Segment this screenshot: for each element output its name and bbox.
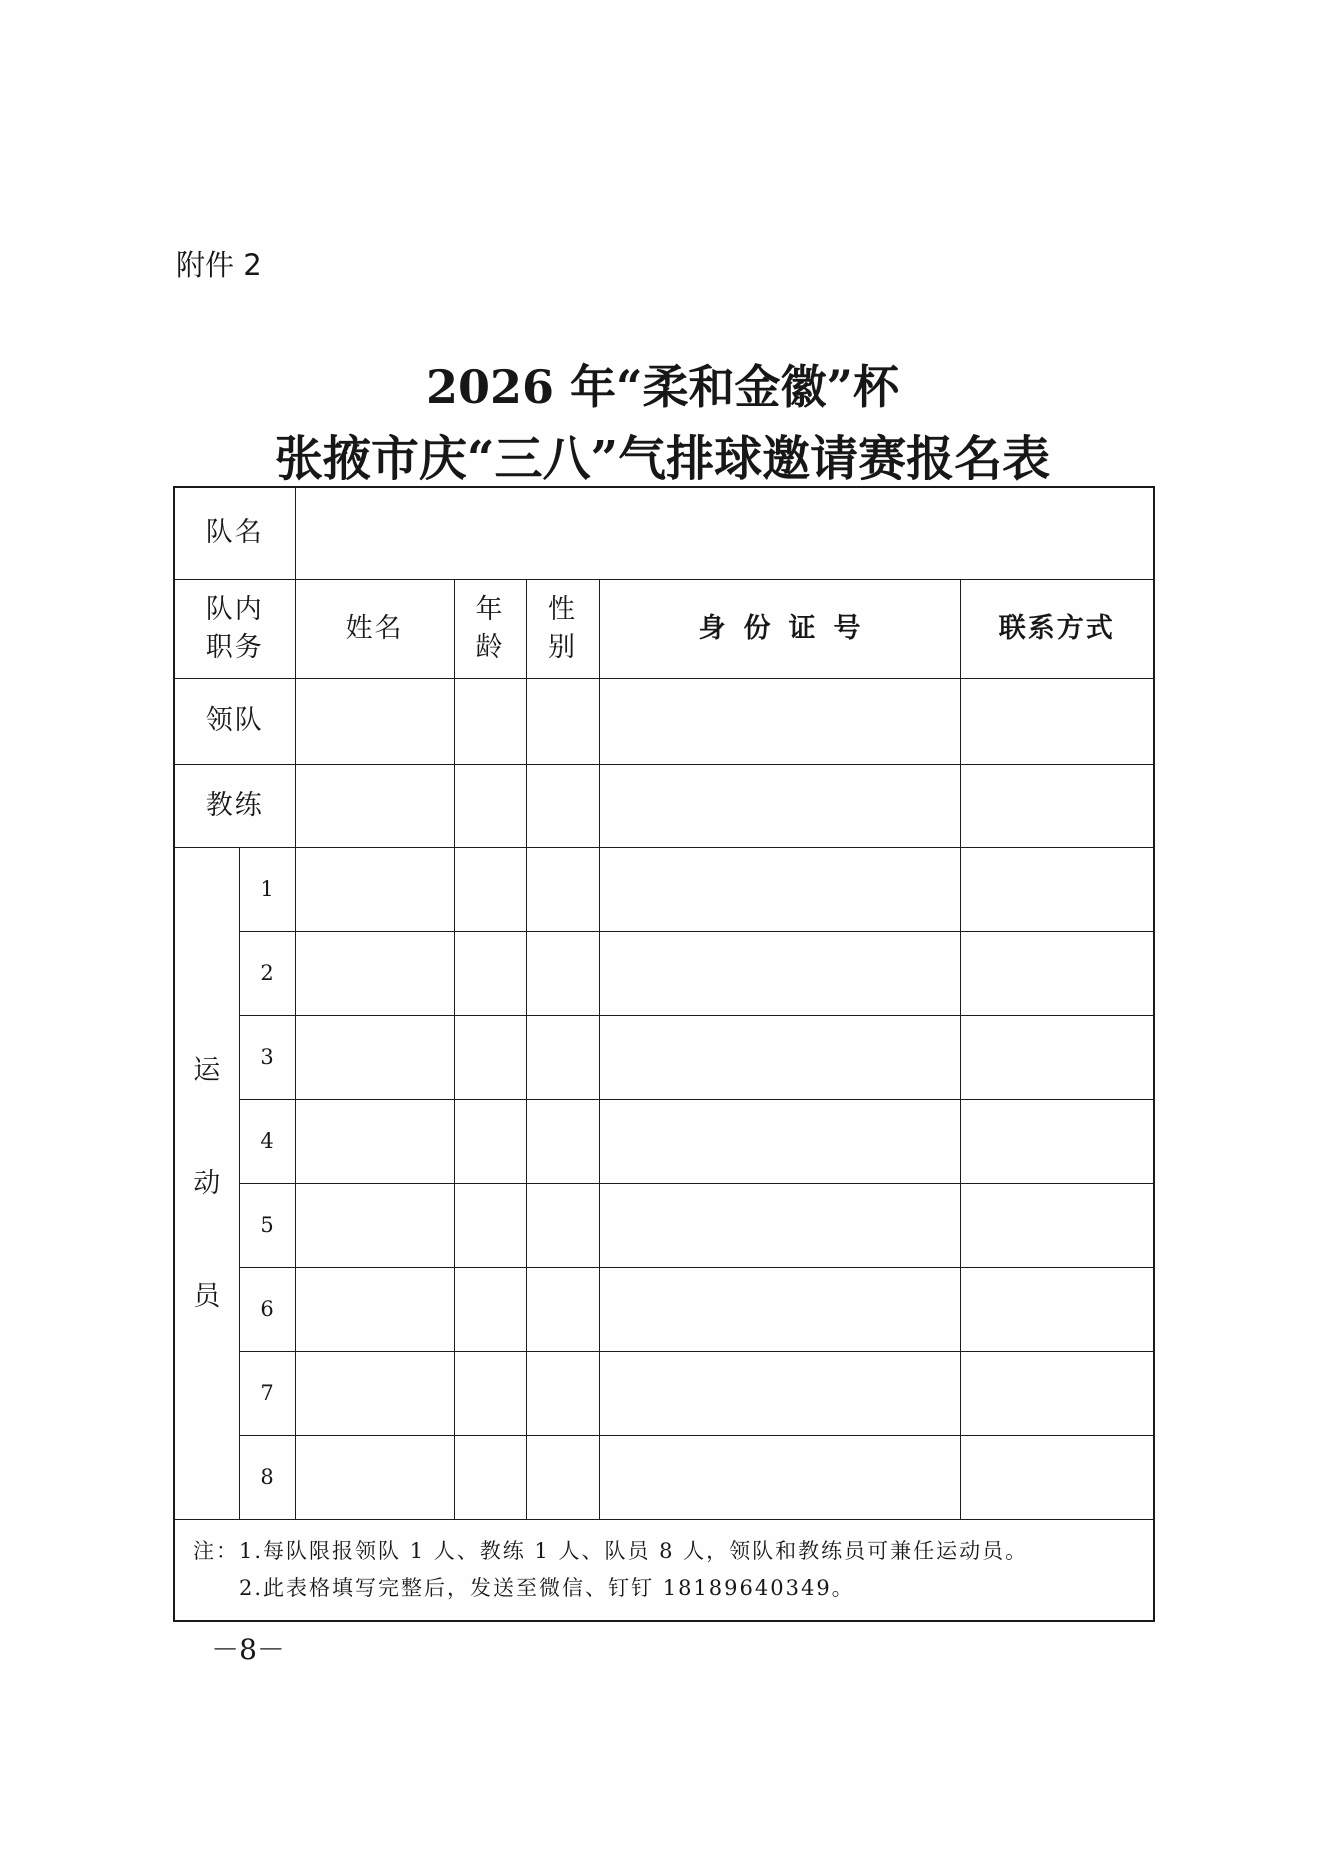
athlete-id-number-cell xyxy=(599,1435,960,1519)
athlete-contact-cell xyxy=(960,1183,1154,1267)
athlete-gender-cell xyxy=(526,1351,599,1435)
athlete-contact-cell xyxy=(960,931,1154,1015)
age-cell xyxy=(454,764,526,847)
header-row xyxy=(174,579,1154,678)
athlete-row xyxy=(174,1435,1154,1519)
athlete-age-cell xyxy=(454,1435,526,1519)
athlete-id-number-cell xyxy=(599,1099,960,1183)
title-line-1: 2026 年“柔和金徽”杯 xyxy=(426,360,899,414)
athlete-row xyxy=(174,1267,1154,1351)
athlete-gender-cell xyxy=(526,1267,599,1351)
athlete-number: 6 xyxy=(260,1297,274,1321)
athlete-number: 3 xyxy=(260,1045,274,1069)
role-label-leader: 领队 xyxy=(205,705,264,736)
header-contact: 联系方式 xyxy=(998,612,1115,644)
gender-cell xyxy=(526,764,599,847)
age-cell xyxy=(454,678,526,764)
header-name-cell xyxy=(295,579,454,678)
header-id-number-cell xyxy=(599,579,960,678)
header-age-cell xyxy=(454,579,526,678)
note-cell xyxy=(174,1519,1154,1621)
header-role-cell xyxy=(174,579,295,678)
athlete-id-number-cell xyxy=(599,1351,960,1435)
note-prefix: 注： xyxy=(193,1538,239,1563)
team-name-value-cell xyxy=(295,487,1154,579)
athlete-number-cell xyxy=(239,1267,295,1351)
name-cell xyxy=(295,678,454,764)
attachment-label: 附件 2 xyxy=(176,248,262,282)
athlete-contact-cell xyxy=(960,847,1154,931)
athlete-name-cell xyxy=(295,1267,454,1351)
athlete-number: 7 xyxy=(260,1381,274,1405)
athlete-id-number-cell xyxy=(599,1015,960,1099)
note-line-2: 2.此表格填写完整后，发送至微信、钉钉 18189640349。 xyxy=(239,1575,855,1600)
team-name-label: 队名 xyxy=(205,517,264,549)
athlete-id-number-cell xyxy=(599,931,960,1015)
header-gender: 性别 xyxy=(548,593,577,663)
note-line-1: 1.每队限报领队 1 人、教练 1 人、队员 8 人，领队和教练员可兼任运动员。 xyxy=(239,1538,1029,1563)
athlete-row xyxy=(174,847,1154,931)
header-id-number: 身份证号 xyxy=(698,612,879,644)
athlete-number: 5 xyxy=(260,1213,274,1237)
team-name-row xyxy=(174,487,1154,579)
athlete-age-cell xyxy=(454,1267,526,1351)
header-role: 队内职务 xyxy=(205,593,264,663)
coach-row xyxy=(174,764,1154,847)
athlete-row xyxy=(174,931,1154,1015)
athlete-number-cell xyxy=(239,847,295,931)
athlete-name-cell xyxy=(295,1351,454,1435)
athlete-row xyxy=(174,1351,1154,1435)
athlete-name-cell xyxy=(295,1183,454,1267)
contact-cell xyxy=(960,764,1154,847)
athlete-row xyxy=(174,1099,1154,1183)
athlete-id-number-cell xyxy=(599,847,960,931)
header-gender-cell xyxy=(526,579,599,678)
athlete-number-cell xyxy=(239,1183,295,1267)
athlete-contact-cell xyxy=(960,1099,1154,1183)
id-number-cell xyxy=(599,678,960,764)
athlete-number-cell xyxy=(239,1099,295,1183)
athlete-row xyxy=(174,1015,1154,1099)
note-lines xyxy=(239,1533,1028,1607)
header-contact-cell xyxy=(960,579,1154,678)
athlete-number-cell xyxy=(239,1435,295,1519)
role-cell xyxy=(174,678,295,764)
athlete-gender-cell xyxy=(526,1015,599,1099)
team-name-label-cell xyxy=(174,487,295,579)
athlete-gender-cell xyxy=(526,1099,599,1183)
note-row xyxy=(174,1519,1154,1621)
athlete-number-cell xyxy=(239,931,295,1015)
role-label-coach: 教练 xyxy=(205,789,264,821)
athlete-number: 1 xyxy=(260,877,274,901)
athlete-id-number-cell xyxy=(599,1183,960,1267)
athlete-contact-cell xyxy=(960,1351,1154,1435)
athlete-age-cell xyxy=(454,931,526,1015)
athletes-label-cell xyxy=(174,847,239,1519)
athlete-age-cell xyxy=(454,847,526,931)
contact-cell xyxy=(960,678,1154,764)
header-age: 年龄 xyxy=(475,593,505,663)
id-number-cell xyxy=(599,764,960,847)
note xyxy=(175,1533,1153,1607)
athlete-number: 8 xyxy=(260,1465,274,1489)
athlete-age-cell xyxy=(454,1015,526,1099)
gender-cell xyxy=(526,678,599,764)
team-leader-row xyxy=(174,678,1154,764)
athlete-name-cell xyxy=(295,1099,454,1183)
athlete-number-cell xyxy=(239,1015,295,1099)
athlete-gender-cell xyxy=(526,1183,599,1267)
name-cell xyxy=(295,764,454,847)
header-name: 姓名 xyxy=(345,612,404,644)
athlete-row xyxy=(174,1183,1154,1267)
athletes-label: 运动员 xyxy=(193,1054,221,1312)
athlete-number: 2 xyxy=(260,961,274,985)
athlete-contact-cell xyxy=(960,1267,1154,1351)
page-number: －8－ xyxy=(211,1633,285,1666)
athlete-number-cell xyxy=(239,1351,295,1435)
registration-form-table xyxy=(173,486,1155,1622)
athlete-gender-cell xyxy=(526,847,599,931)
athlete-gender-cell xyxy=(526,931,599,1015)
athlete-age-cell xyxy=(454,1351,526,1435)
athlete-contact-cell xyxy=(960,1435,1154,1519)
athlete-id-number-cell xyxy=(599,1267,960,1351)
role-cell xyxy=(174,764,295,847)
athlete-name-cell xyxy=(295,847,454,931)
athlete-name-cell xyxy=(295,1435,454,1519)
athlete-name-cell xyxy=(295,1015,454,1099)
athlete-age-cell xyxy=(454,1099,526,1183)
athlete-number: 4 xyxy=(260,1129,274,1153)
athlete-contact-cell xyxy=(960,1015,1154,1099)
athlete-age-cell xyxy=(454,1183,526,1267)
athlete-gender-cell xyxy=(526,1435,599,1519)
title-line-2: 张掖市庆“三八”气排球邀请赛报名表 xyxy=(274,431,1051,487)
athlete-name-cell xyxy=(295,931,454,1015)
